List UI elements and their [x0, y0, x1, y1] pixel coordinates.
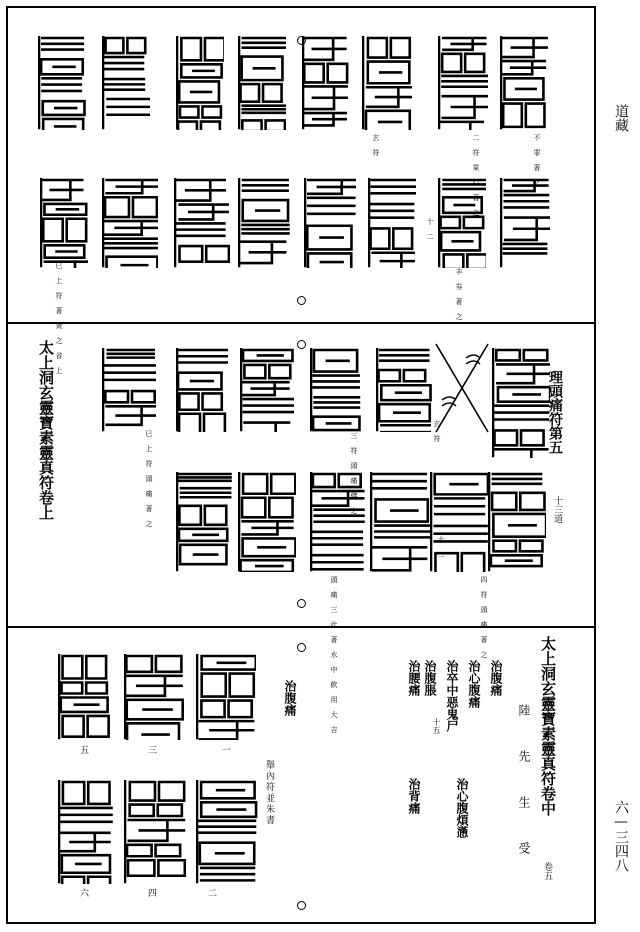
talisman-glyph — [38, 36, 86, 130]
contents-item: 治心腹痛 — [467, 660, 481, 708]
talisman-glyph — [40, 178, 88, 268]
contents-item: 治腹痛 — [489, 660, 503, 696]
talisman-glyph — [238, 472, 296, 572]
binding-hole — [297, 340, 306, 349]
talisman-glyph — [500, 36, 548, 130]
talisman-number: 二 — [206, 888, 216, 897]
talisman-glyph — [310, 348, 362, 432]
binding-hole — [297, 599, 306, 608]
binding-hole — [297, 296, 306, 305]
talisman-glyph — [176, 348, 228, 432]
section-heading: 治腹痛 — [283, 680, 297, 716]
talisman-caption: 不 罪 著 之 — [533, 134, 541, 186]
contents-item: 治卒中惡鬼尸 — [445, 660, 459, 732]
section-heading: 理頭痛符第五 — [547, 370, 563, 454]
talisman-glyph — [102, 348, 156, 432]
talisman-glyph — [196, 654, 256, 740]
talisman-caption: 十 二 — [426, 218, 434, 240]
contents-item: 治背痛 — [407, 778, 421, 814]
binding-hole — [297, 643, 306, 652]
talisman-glyph — [196, 780, 258, 884]
talisman-caption: 十 二 — [437, 536, 445, 558]
talisman-caption: 二 符 果 心 著 之 — [472, 134, 480, 216]
panel-divider-2 — [6, 626, 596, 628]
talisman-glyph — [370, 472, 430, 572]
talisman-glyph — [176, 36, 224, 130]
talisman-number: 五 — [78, 745, 88, 754]
section-note: 舉內符並朱書 — [264, 760, 274, 826]
contents-mark: 十五 — [432, 718, 441, 734]
scroll-title: 太上洞玄靈寶素靈真符卷中 — [539, 636, 557, 816]
talisman-glyph — [124, 780, 186, 884]
margin-top-label: 道藏 — [613, 104, 629, 132]
talisman-glyph — [376, 348, 432, 432]
talisman-caption: 三 符 頭 痛 佛 之 — [350, 432, 358, 514]
talisman-glyph — [238, 178, 292, 268]
panel-divider-1 — [6, 322, 596, 324]
talisman-glyph — [492, 348, 550, 458]
contents-item: 治心腹煩懣 — [455, 778, 469, 838]
cross-talisman — [432, 340, 492, 436]
talisman-caption: 巳 上 符 頭 痛 著 之 — [145, 430, 153, 527]
talisman-caption: 玄 符 — [372, 134, 380, 156]
talisman-glyph — [102, 36, 150, 130]
binding-hole — [297, 901, 306, 910]
talisman-glyph — [124, 654, 184, 740]
volume-mark: 卷五 — [542, 862, 552, 880]
talisman-glyph — [368, 178, 416, 268]
talisman-number: 四 — [146, 888, 156, 897]
talisman-glyph — [304, 178, 356, 268]
talisman-glyph — [302, 36, 350, 130]
talisman-number: 六 — [78, 888, 88, 897]
talisman-glyph — [174, 178, 230, 268]
contents-item: 治腰痛 — [407, 660, 421, 696]
talisman-caption: 頭 痛 三 此 著 水 中 飲 用 大 吉 — [330, 576, 338, 733]
talisman-number: 三 — [146, 745, 156, 754]
margin-page-number: 六—三四八 — [613, 800, 629, 872]
section-count: 十三道 — [552, 496, 562, 523]
talisman-glyph — [102, 178, 158, 268]
talisman-glyph — [362, 36, 412, 130]
talisman-number: 一 — [220, 745, 230, 754]
talisman-glyph — [58, 654, 110, 740]
talisman-glyph — [176, 472, 232, 572]
talisman-glyph — [240, 348, 294, 432]
author-line: 陸 先 生 受 — [517, 704, 531, 864]
talisman-glyph — [500, 178, 550, 268]
talisman-glyph — [238, 36, 286, 130]
contents-item: 治腹脹 — [423, 660, 437, 696]
talisman-glyph — [58, 780, 114, 884]
talisman-glyph — [438, 36, 488, 130]
talisman-caption: 丰 券 著 之 — [455, 268, 463, 320]
talisman-caption: 巳 上 符 著 衆 之 省 上 — [55, 262, 63, 374]
talisman-caption: 玄 符 — [433, 420, 441, 442]
scroll-title: 太上洞玄靈寶素靈真符卷上 — [37, 340, 55, 520]
talisman-caption: 四 符 頭 痛 著 之 — [480, 576, 488, 658]
talisman-glyph — [488, 472, 546, 572]
